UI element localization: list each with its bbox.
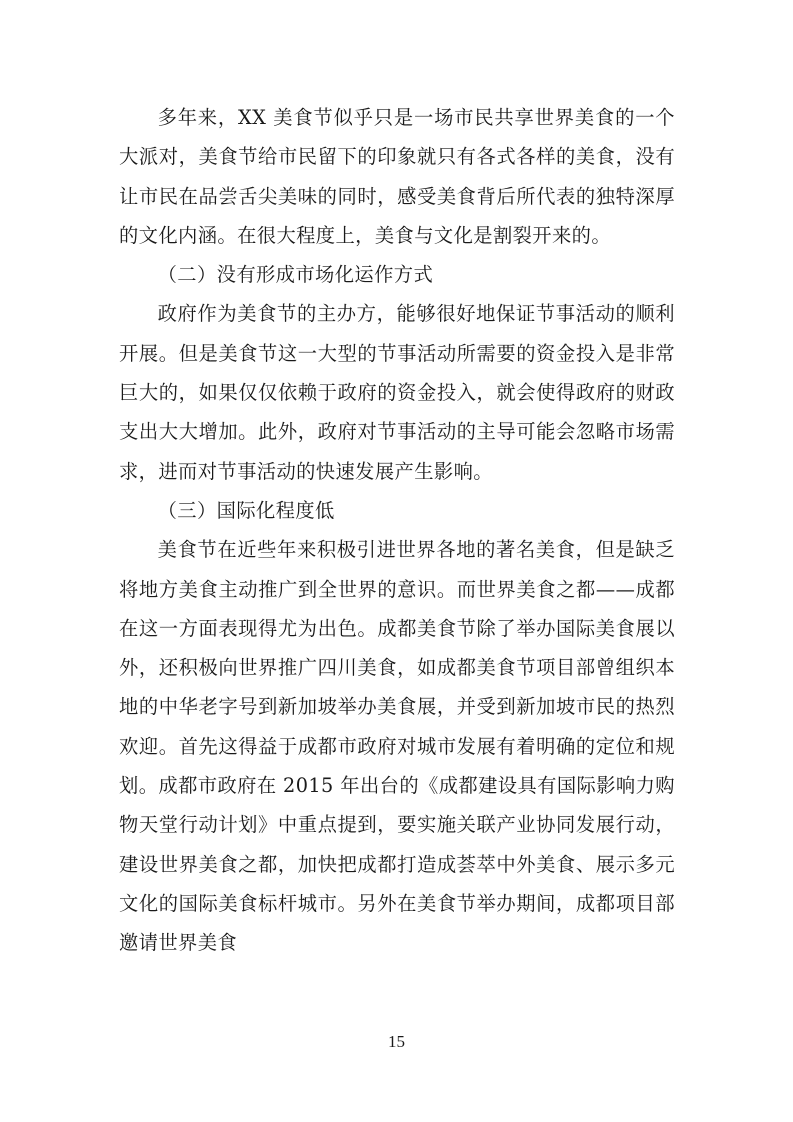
paragraph: 政府作为美食节的主办方，能够很好地保证节事活动的顺利开展。但是美食节这一大型的节事活动所需要的资金投入是非常巨大的，如果仅仅依赖于政府的资金投入，就会使得政府的财政支出大大增加。此外，政府对节事活动的主导可能会忽略市场需求，进而对节事活动的快速发展产生影响。: [119, 302, 675, 483]
body-text: [119, 98, 675, 963]
paragraph: 多年来，XX 美食节似乎只是一场市民共享世界美食的一个大派对，美食节给市民留下的印象就只有各式各样的美食，没有让市民在品尝舌尖美味的同时，感受美食背后所代表的独特深厚的文化内涵。在很大程度上，美食与文化是割裂开来的。: [119, 106, 675, 247]
section-heading: （二）没有形成市场化运作方式: [157, 263, 434, 287]
section-heading: （三）国际化程度低: [157, 498, 335, 522]
page-number: 15: [388, 1032, 405, 1051]
paragraph: 美食节在近些年来积极引进世界各地的著名美食，但是缺乏将地方美食主动推广到全世界的意识。而世界美食之都——成都在这一方面表现得尤为出色。成都美食节除了举办国际美食展以外，还积极向世界推广四川美食，如成都美食节项目部曾组织本地的中华老字号到新加坡举办美食展，并受到新加坡市民的热烈欢迎。首先这得益于成都市政府对城市发展有着明确的定位和规划。成都市政府在 2015 年出台的《成都建设具有国际影响力购物天堂行动计划》中重点提到，要实施关联产业协同发展行动，建设世界美食之都，加快把成都打造成荟萃中外美食、展示多元文化的国际美食标杆城市。另外在美食节举办期间，成都项目部邀请世界美食: [119, 538, 675, 955]
